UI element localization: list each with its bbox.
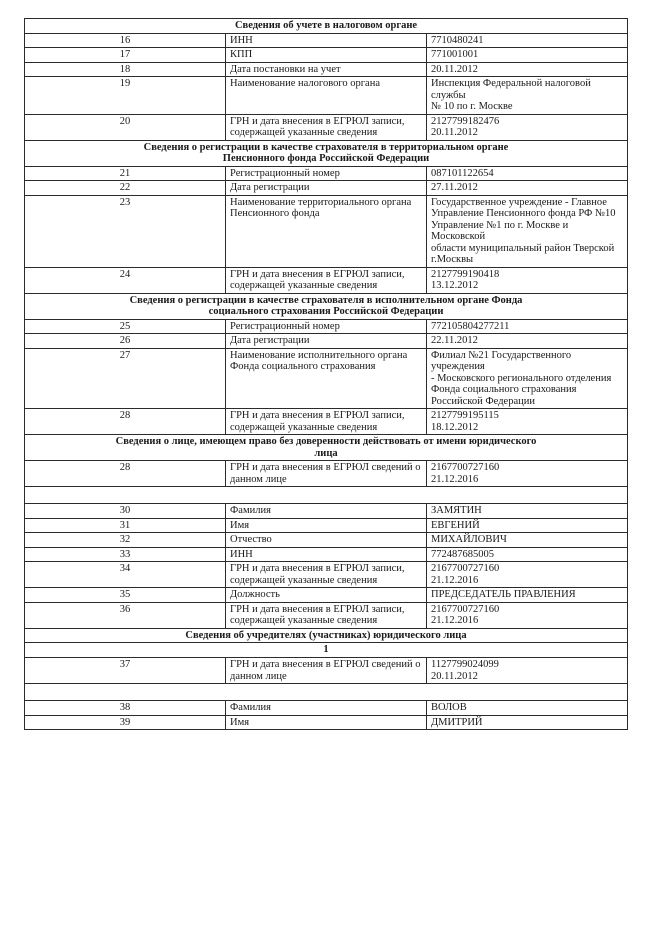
record-row (25, 348, 628, 409)
spacer-row (25, 684, 628, 701)
field-value: 2167700727160 21.12.2016 (427, 461, 628, 487)
field-value: 20.11.2012 (427, 62, 628, 77)
field-value: 2167700727160 21.12.2016 (427, 602, 628, 628)
spacer-row (25, 487, 628, 504)
field-label: Дата регистрации (226, 334, 427, 349)
record-row (25, 658, 628, 684)
row-number: 39 (25, 715, 226, 730)
row-number: 30 (25, 504, 226, 519)
row-number: 26 (25, 334, 226, 349)
field-value: 2127799195115 18.12.2012 (427, 409, 628, 435)
row-number: 20 (25, 114, 226, 140)
field-value: 7710480241 (427, 33, 628, 48)
row-number: 25 (25, 319, 226, 334)
field-label: Должность (226, 588, 427, 603)
section-title: Сведения о регистрации в качестве страхователя в исполнительном органе Фонда социального страхования Российской Федерации (25, 293, 628, 319)
field-value: ЕВГЕНИЙ (427, 518, 628, 533)
field-value: ЗАМЯТИН (427, 504, 628, 519)
spacer-cell (25, 684, 628, 701)
record-row (25, 504, 628, 519)
row-number: 28 (25, 461, 226, 487)
field-label: ИНН (226, 547, 427, 562)
field-label: Дата постановки на учет (226, 62, 427, 77)
record-row (25, 33, 628, 48)
record-row (25, 114, 628, 140)
field-label: ГРН и дата внесения в ЕГРЮЛ записи, содержащей указанные сведения (226, 114, 427, 140)
record-row (25, 701, 628, 716)
field-value: 1127799024099 20.11.2012 (427, 658, 628, 684)
record-row (25, 62, 628, 77)
field-value: ВОЛОВ (427, 701, 628, 716)
field-value: ДМИТРИЙ (427, 715, 628, 730)
field-label: ГРН и дата внесения в ЕГРЮЛ записи, содержащей указанные сведения (226, 267, 427, 293)
field-label: Фамилия (226, 504, 427, 519)
section-header-row (25, 19, 628, 34)
egrul-extract-page (24, 18, 628, 730)
row-number: 32 (25, 533, 226, 548)
row-number: 34 (25, 562, 226, 588)
founder-number: 1 (25, 643, 628, 658)
row-number: 36 (25, 602, 226, 628)
row-number: 17 (25, 48, 226, 63)
record-row (25, 602, 628, 628)
field-label: ГРН и дата внесения в ЕГРЮЛ записи, содержащей указанные сведения (226, 562, 427, 588)
record-row (25, 48, 628, 63)
field-label: ГРН и дата внесения в ЕГРЮЛ сведений о данном лице (226, 461, 427, 487)
field-value: ПРЕДСЕДАТЕЛЬ ПРАВЛЕНИЯ (427, 588, 628, 603)
field-value: 2127799182476 20.11.2012 (427, 114, 628, 140)
record-row (25, 715, 628, 730)
field-label: Имя (226, 518, 427, 533)
row-number: 38 (25, 701, 226, 716)
field-label: Отчество (226, 533, 427, 548)
record-row (25, 334, 628, 349)
row-number: 27 (25, 348, 226, 409)
row-number: 37 (25, 658, 226, 684)
field-value: Государственное учреждение - Главное Управление Пенсионного фонда РФ №10 Управление №1 по г. Москве и Московской области муниципальный район Тверской г.Москвы (427, 195, 628, 267)
field-value: МИХАЙЛОВИЧ (427, 533, 628, 548)
field-label: Наименование исполнительного органа Фонда социального страхования (226, 348, 427, 409)
section-title: Сведения об учредителях (участниках) юридического лица (25, 628, 628, 643)
record-row (25, 547, 628, 562)
field-value: 22.11.2012 (427, 334, 628, 349)
field-label: Наименование налогового органа (226, 77, 427, 115)
field-value: Филиал №21 Государственного учреждения - Московского регионального отделения Фонда социального страхования Российской Федерации (427, 348, 628, 409)
record-row (25, 409, 628, 435)
section-header-row (25, 293, 628, 319)
row-number: 23 (25, 195, 226, 267)
subheader-row (25, 643, 628, 658)
field-label: ГРН и дата внесения в ЕГРЮЛ записи, содержащей указанные сведения (226, 602, 427, 628)
row-number: 18 (25, 62, 226, 77)
row-number: 16 (25, 33, 226, 48)
section-header-row (25, 628, 628, 643)
field-label: КПП (226, 48, 427, 63)
field-value: 2127799190418 13.12.2012 (427, 267, 628, 293)
row-number: 31 (25, 518, 226, 533)
egrul-table (24, 18, 628, 730)
row-number: 21 (25, 166, 226, 181)
field-label: Наименование территориального органа Пенсионного фонда (226, 195, 427, 267)
field-label: Фамилия (226, 701, 427, 716)
spacer-cell (25, 487, 628, 504)
record-row (25, 533, 628, 548)
row-number: 35 (25, 588, 226, 603)
record-row (25, 166, 628, 181)
section-title: Сведения о лице, имеющем право без доверенности действовать от имени юридического лица (25, 435, 628, 461)
row-number: 28 (25, 409, 226, 435)
record-row (25, 588, 628, 603)
record-row (25, 461, 628, 487)
record-row (25, 319, 628, 334)
field-label: Регистрационный номер (226, 319, 427, 334)
field-label: ИНН (226, 33, 427, 48)
field-value: 772105804277211 (427, 319, 628, 334)
section-header-row (25, 435, 628, 461)
field-value: 087101122654 (427, 166, 628, 181)
record-row (25, 77, 628, 115)
record-row (25, 267, 628, 293)
section-title: Сведения о регистрации в качестве страхователя в территориальном органе Пенсионного фонда Российской Федерации (25, 140, 628, 166)
field-value: 771001001 (427, 48, 628, 63)
row-number: 22 (25, 181, 226, 196)
section-header-row (25, 140, 628, 166)
field-value: 2167700727160 21.12.2016 (427, 562, 628, 588)
field-label: Дата регистрации (226, 181, 427, 196)
field-value: Инспекция Федеральной налоговой службы № 10 по г. Москве (427, 77, 628, 115)
field-label: ГРН и дата внесения в ЕГРЮЛ сведений о данном лице (226, 658, 427, 684)
record-row (25, 195, 628, 267)
section-title: Сведения об учете в налоговом органе (25, 19, 628, 34)
field-label: Регистрационный номер (226, 166, 427, 181)
row-number: 24 (25, 267, 226, 293)
record-row (25, 562, 628, 588)
field-value: 772487685005 (427, 547, 628, 562)
record-row (25, 518, 628, 533)
record-row (25, 181, 628, 196)
row-number: 19 (25, 77, 226, 115)
row-number: 33 (25, 547, 226, 562)
field-label: ГРН и дата внесения в ЕГРЮЛ записи, содержащей указанные сведения (226, 409, 427, 435)
field-label: Имя (226, 715, 427, 730)
field-value: 27.11.2012 (427, 181, 628, 196)
